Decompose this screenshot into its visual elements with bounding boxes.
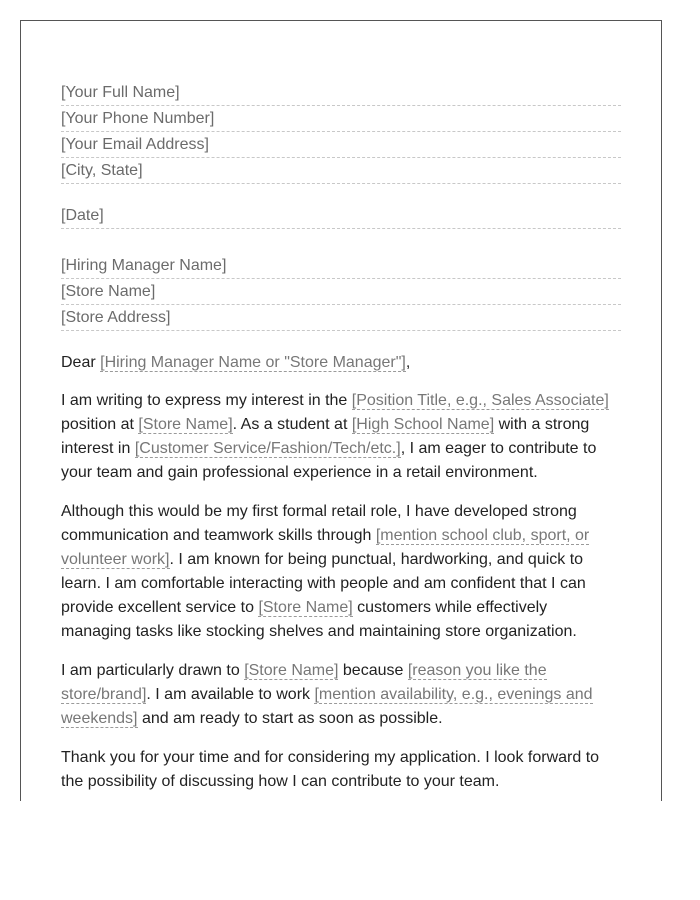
paragraph-text: . As a student at xyxy=(232,416,352,433)
paragraph-text: position at xyxy=(61,416,139,433)
paragraph-interest xyxy=(61,389,621,485)
spacer xyxy=(61,230,621,254)
paragraph-text: , I am eager to contribute to your team and gain professional experience in a retail environment. xyxy=(61,440,597,481)
salutation xyxy=(61,351,621,375)
position-title-placeholder[interactable]: [Position Title, e.g., Sales Associate] xyxy=(351,392,609,409)
store-name-placeholder[interactable]: [Store Name] xyxy=(258,599,353,616)
activity-placeholder[interactable]: [mention school club, sport, or volunteer work] xyxy=(61,527,590,568)
paragraph-text: because xyxy=(338,662,408,679)
paragraph-text: I am particularly drawn to xyxy=(61,662,245,679)
paragraph-motivation xyxy=(61,659,621,731)
sender-location-field[interactable]: [City, State] xyxy=(61,159,621,184)
store-name-placeholder[interactable]: [Store Name] xyxy=(244,662,339,679)
paragraph-text: Although this would be my first formal retail role, I have developed strong communication and teamwork skills through xyxy=(61,503,577,544)
paragraph-text: . I am available to work xyxy=(146,686,315,703)
sender-name-field[interactable]: [Your Full Name] xyxy=(61,81,621,106)
interest-area-placeholder[interactable]: [Customer Service/Fashion/Tech/etc.] xyxy=(134,440,401,457)
letter-content xyxy=(61,81,621,809)
paragraph-closing xyxy=(61,746,621,794)
recipient-manager-field[interactable]: [Hiring Manager Name] xyxy=(61,254,621,279)
sender-phone-field[interactable]: [Your Phone Number] xyxy=(61,107,621,132)
paragraph-text: . I am known for being punctual, hardworking, and quick to learn. I am comfortable interacting with people and am confident that I can provide excellent service to xyxy=(61,551,586,616)
salutation-prefix: Dear xyxy=(61,354,101,371)
sender-email-field[interactable]: [Your Email Address] xyxy=(61,133,621,158)
spacer xyxy=(61,185,621,204)
date-field[interactable]: [Date] xyxy=(61,204,621,229)
paragraph-text: I am writing to express my interest in the xyxy=(61,392,352,409)
paragraph-text: customers while effectively managing tasks like stocking shelves and maintaining store organization. xyxy=(61,599,577,640)
salutation-placeholder[interactable]: [Hiring Manager Name or "Store Manager"] xyxy=(100,354,406,371)
paragraph-text: and am ready to start as soon as possible. xyxy=(137,710,443,727)
availability-placeholder[interactable]: [mention availability, e.g., evenings and weekends] xyxy=(61,686,593,727)
letter-page xyxy=(20,20,662,801)
recipient-address-field[interactable]: [Store Address] xyxy=(61,306,621,331)
recipient-store-field[interactable]: [Store Name] xyxy=(61,280,621,305)
paragraph-text: with a strong interest in xyxy=(61,416,590,457)
store-name-placeholder[interactable]: [Store Name] xyxy=(138,416,233,433)
paragraph-text: Thank you for your time and for considering my application. I look forward to the possibility of discussing how I can contribute to your team. xyxy=(61,749,600,790)
reason-placeholder[interactable]: [reason you like the store/brand] xyxy=(61,662,547,703)
high-school-name-placeholder[interactable]: [High School Name] xyxy=(351,416,495,433)
paragraph-skills xyxy=(61,500,621,644)
salutation-suffix: , xyxy=(405,354,411,371)
